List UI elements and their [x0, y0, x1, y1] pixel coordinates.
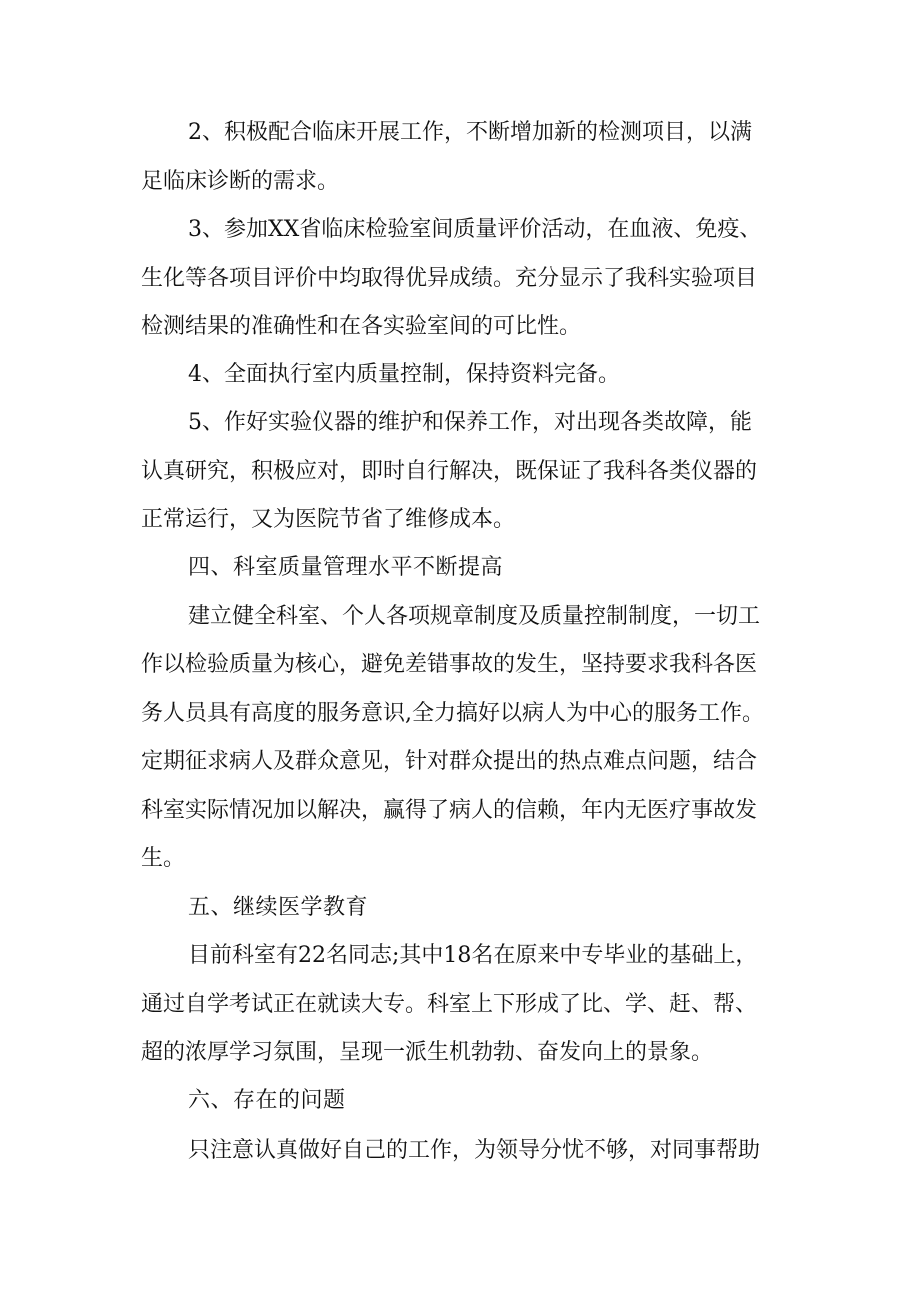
paragraph-line: 定期征求病人及群众意见，针对群众提出的热点难点问题，结合: [141, 749, 758, 774]
paragraph-line: 5、作好实验仪器的维护和保养工作，对出现各类故障，能: [188, 410, 752, 435]
section-heading: 五、继续医学教育: [188, 895, 369, 920]
paragraph-line: 足临床诊断的需求。: [141, 169, 340, 194]
paragraph-line: 建立健全科室、个人各项规章制度及质量控制制度，一切工: [188, 604, 761, 629]
paragraph-line: 3、参加XX省临床检验室间质量评价活动，在血液、免疫、: [188, 217, 762, 242]
section-heading: 六、存在的问题: [188, 1088, 346, 1113]
section-heading: 四、科室质量管理水平不断提高: [188, 555, 504, 580]
paragraph-line: 目前科室有22名同志;其中18名在原来中专毕业的基础上，: [188, 943, 758, 968]
paragraph-line: 作以检验质量为核心，避免差错事故的发生，坚持要求我科各医: [141, 652, 758, 677]
paragraph-line: 正常运行，又为医院节省了维修成本。: [141, 507, 516, 532]
paragraph-line: 通过自学考试正在就读大专。科室上下形成了比、学、赶、帮、: [141, 992, 758, 1017]
paragraph-line: 只注意认真做好自己的工作，为领导分忧不够，对同事帮助: [188, 1138, 761, 1163]
paragraph-line: 认真研究，积极应对，即时自行解决，既保证了我科各类仪器的: [141, 459, 758, 484]
paragraph-line: 超的浓厚学习氛围，呈现一派生机勃勃、奋发向上的景象。: [141, 1040, 714, 1065]
paragraph-line: 2、积极配合临床开展工作，不断增加新的检测项目，以满: [188, 120, 752, 145]
paragraph-line: 务人员具有高度的服务意识,全力搞好以病人为中心的服务工作。: [141, 701, 764, 726]
paragraph-line: 检测结果的准确性和在各实验室间的可比性。: [141, 314, 582, 339]
paragraph-line: 4、全面执行室内质量控制，保持资料完备。: [188, 362, 620, 387]
paragraph-line: 生。: [141, 846, 186, 871]
paragraph-line: 生化等各项目评价中均取得优异成绩。充分显示了我科实验项目: [141, 266, 758, 291]
paragraph-line: 科室实际情况加以解决，赢得了病人的信赖，年内无医疗事故发: [141, 798, 758, 823]
